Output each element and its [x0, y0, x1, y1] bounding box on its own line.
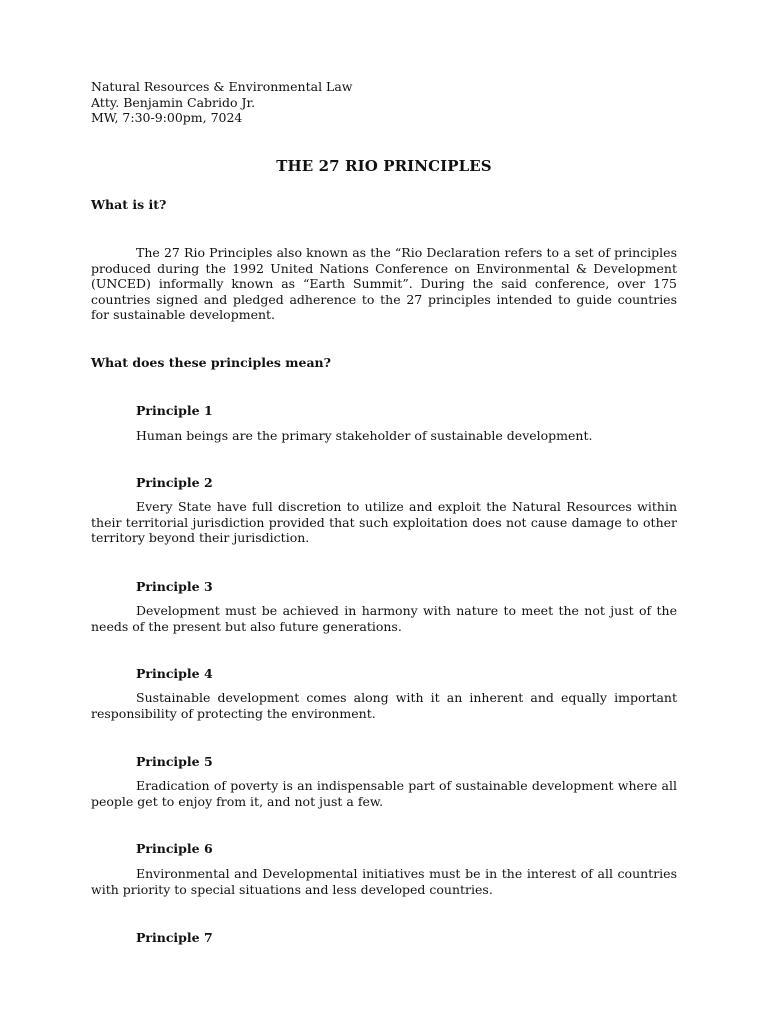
principle-3-text: Development must be achieved in harmony with nature to meet the not just of the needs of the present but also future generations.	[91, 603, 677, 634]
document-title: THE 27 RIO PRINCIPLES	[276, 157, 492, 175]
principle-5-title: Principle 5	[136, 754, 213, 769]
principle-4-text: Sustainable development comes along with it an inherent and equally important responsibility of protecting the environment.	[91, 690, 677, 721]
section-heading-what-is-it: What is it?	[91, 197, 167, 212]
principle-5-text: Eradication of poverty is an indispensable part of sustainable development where all people get to enjoy from it, and not just a few.	[91, 778, 677, 809]
principle-6-title: Principle 6	[136, 841, 213, 856]
principle-1-title: Principle 1	[136, 403, 213, 418]
document-header	[91, 79, 691, 126]
course-name: Natural Resources & Environmental Law	[91, 79, 353, 94]
principle-6-text: Environmental and Developmental initiatives must be in the interest of all countries with priority to special situations and less developed countries.	[91, 866, 677, 897]
section-heading-meaning: What does these principles mean?	[91, 355, 331, 370]
intro-paragraph: The 27 Rio Principles also known as the “Rio Declaration refers to a set of principles produced during the 1992 United Nations Conference on Environmental & Development (UNCED) informally known as “Earth Summit”. During the said conference, over 175 countries signed and pledged adherence to the 27 principles intended to guide countries for sustainable development.	[91, 245, 677, 322]
class-schedule: MW, 7:30-9:00pm, 7024	[91, 110, 243, 125]
principle-2-title: Principle 2	[136, 475, 213, 490]
principle-4-title: Principle 4	[136, 666, 213, 681]
principle-1-text: Human beings are the primary stakeholder of sustainable development.	[136, 428, 593, 443]
principle-3-title: Principle 3	[136, 579, 213, 594]
instructor-name: Atty. Benjamin Cabrido Jr.	[91, 94, 256, 110]
principle-2-text: Every State have full discretion to utilize and exploit the Natural Resources within their territorial jurisdiction provided that such exploitation does not cause damage to other territory beyond their jurisdiction.	[91, 499, 677, 545]
principle-7-title: Principle 7	[136, 930, 213, 945]
